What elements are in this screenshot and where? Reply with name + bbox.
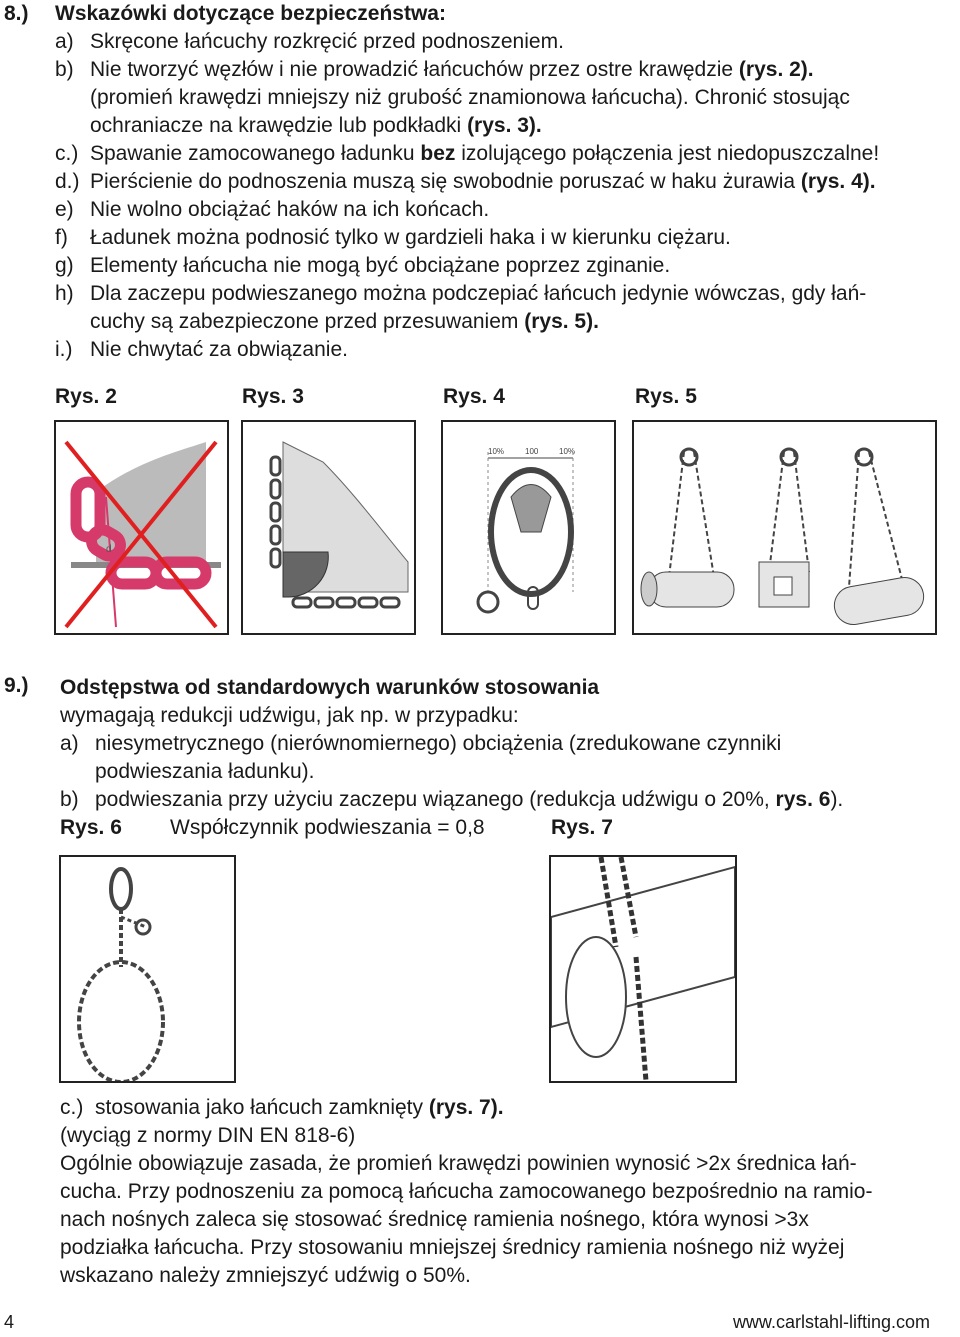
section-9-intro: wymagają redukcji udźwigu, jak np. w przypadku: xyxy=(60,704,519,727)
item-9a-line2: podwieszania ładunku). xyxy=(95,760,315,783)
figure-rys2 xyxy=(54,420,229,635)
item-h-line2: cuchy są zabezpieczone przed przesuwaniem (rys. 5). xyxy=(90,310,599,333)
item-marker: b) xyxy=(60,788,79,811)
para-line: Ogólnie obowiązuje zasada, że promień krawędzi powinien wynosić >2x średnica łań- xyxy=(60,1152,857,1175)
figure-rys7 xyxy=(549,855,737,1083)
figure-label-rys6: Rys. 6 xyxy=(60,816,122,839)
item-marker: e) xyxy=(55,198,74,221)
item-a xyxy=(55,28,564,56)
dimension-label: 100 xyxy=(525,447,539,456)
figure-rys4 xyxy=(441,420,616,635)
item-marker: c.) xyxy=(55,142,79,165)
section-8-title: Wskazówki dotyczące bezpieczeństwa: xyxy=(55,2,446,25)
figure-label-rys2: Rys. 2 xyxy=(55,385,117,408)
figure-ref: (rys. 5). xyxy=(524,310,599,333)
item-i xyxy=(55,336,348,364)
item-text: Nie wolno obciążać haków na ich końcach. xyxy=(90,198,490,221)
dimension-label: 10% xyxy=(559,447,576,456)
para-line: nach nośnych zaleca się stosować średnicę ramienia nośnego, która wynosi >3x xyxy=(60,1208,809,1231)
item-marker: i.) xyxy=(55,338,73,361)
item-marker: a) xyxy=(55,30,74,53)
item-text: Dla zaczepu podwieszanego można podczepiać łańcuch jedynie wówczas, gdy łań- xyxy=(90,282,867,305)
item-9b: b) podwieszania przy użyciu zaczepu wiązanego (redukcja udźwigu o 20%, rys. 6). xyxy=(60,788,844,811)
item-c: c.) Spawanie zamocowanego ładunku bez izolującego połączenia jest niedopuszczalne! xyxy=(55,142,880,165)
item-9a xyxy=(60,730,782,758)
dimension-label: d xyxy=(106,544,112,555)
figure-ref: (rys. 2). xyxy=(738,58,814,81)
item-d: d.) Pierścienie do podnoszenia muszą się swobodnie poruszać w haku żurawia (rys. 4). xyxy=(55,170,876,193)
figure-label-rys5: Rys. 5 xyxy=(635,385,697,408)
chain-over-edge-illustration xyxy=(56,422,227,633)
item-b-line2: (promień krawędzi mniejszy niż grubość znamionowa łańcucha). Chronić stosując xyxy=(90,86,850,109)
figure-label-rys4: Rys. 4 xyxy=(443,385,505,408)
item-9c: c.) stosowania jako łańcuch zamknięty (rys. 7). xyxy=(60,1096,504,1119)
bold-word: bez xyxy=(420,142,456,165)
item-b xyxy=(55,56,814,84)
item-text: Skręcone łańcuchy rozkręcić przed podnoszeniem. xyxy=(90,30,564,53)
item-b-line3: ochraniacze na krawędzie lub podkładki (rys. 3). xyxy=(90,114,542,137)
item-text: Nie chwytać za obwiązanie. xyxy=(90,338,348,361)
item-marker: d.) xyxy=(55,170,80,193)
dimension-label: 10% xyxy=(488,447,505,456)
choke-hitch-chain-illustration xyxy=(61,857,234,1081)
item-marker: h) xyxy=(55,282,74,305)
figure-label-rys7: Rys. 7 xyxy=(551,816,613,839)
item-marker: b) xyxy=(55,58,74,81)
closed-chain-over-beam-illustration xyxy=(551,857,735,1081)
item-text: Ładunek można podnosić tylko w gardzieli haka i w kierunku ciężaru. xyxy=(90,226,731,249)
item-e xyxy=(55,196,490,224)
item-f xyxy=(55,224,731,252)
section-9-title: Odstępstwa od standardowych warunków stosowania xyxy=(60,676,600,699)
norm-reference: (wyciąg z normy DIN EN 818-6) xyxy=(60,1124,356,1147)
figure-label-rys3: Rys. 3 xyxy=(242,385,304,408)
page-number: 4 xyxy=(4,1312,15,1332)
para-line: wskazano należy zmniejszyć udźwig o 50%. xyxy=(60,1264,471,1287)
item-marker: a) xyxy=(60,732,79,755)
figure-ref: (rys. 4). xyxy=(800,170,876,193)
item-marker: g) xyxy=(55,254,74,277)
para-line: podziałka łańcucha. Przy stosowaniu mniejszej średnicy ramienia nośnego niż wyżej xyxy=(60,1236,845,1259)
choker-hitch-illustration xyxy=(634,422,935,633)
ring-in-hook-illustration xyxy=(443,422,614,633)
para-line: cucha. Przy podnoszeniu za pomocą łańcucha zamocowanego bezpośrednio na ramio- xyxy=(60,1180,873,1203)
item-g xyxy=(55,252,671,280)
item-marker: c.) xyxy=(60,1096,84,1119)
item-text: Elementy łańcucha nie mogą być obciążane poprzez zginanie. xyxy=(90,254,671,277)
figure-rys6 xyxy=(59,855,236,1083)
figure-rys3 xyxy=(241,420,416,635)
edge-protector-illustration xyxy=(243,422,414,633)
item-h xyxy=(55,280,867,308)
item-text: Nie tworzyć węzłów i nie prowadzić łańcuchów przez ostre krawędzie xyxy=(90,58,739,81)
factor-text: Współczynnik podwieszania = 0,8 xyxy=(170,816,485,839)
item-text: niesymetrycznego (nierównomiernego) obciążenia (zredukowane czynniki xyxy=(95,732,782,755)
section-8-number: 8.) xyxy=(4,2,29,25)
figure-ref: (rys. 3). xyxy=(467,114,542,137)
figure-rys5 xyxy=(632,420,937,635)
footer-url[interactable]: www.carlstahl-lifting.com xyxy=(732,1312,930,1332)
figure-ref: (rys. 7). xyxy=(428,1096,504,1119)
figure-ref: rys. 6 xyxy=(775,788,831,811)
section-9-number: 9.) xyxy=(4,674,29,697)
item-marker: f) xyxy=(55,226,68,249)
